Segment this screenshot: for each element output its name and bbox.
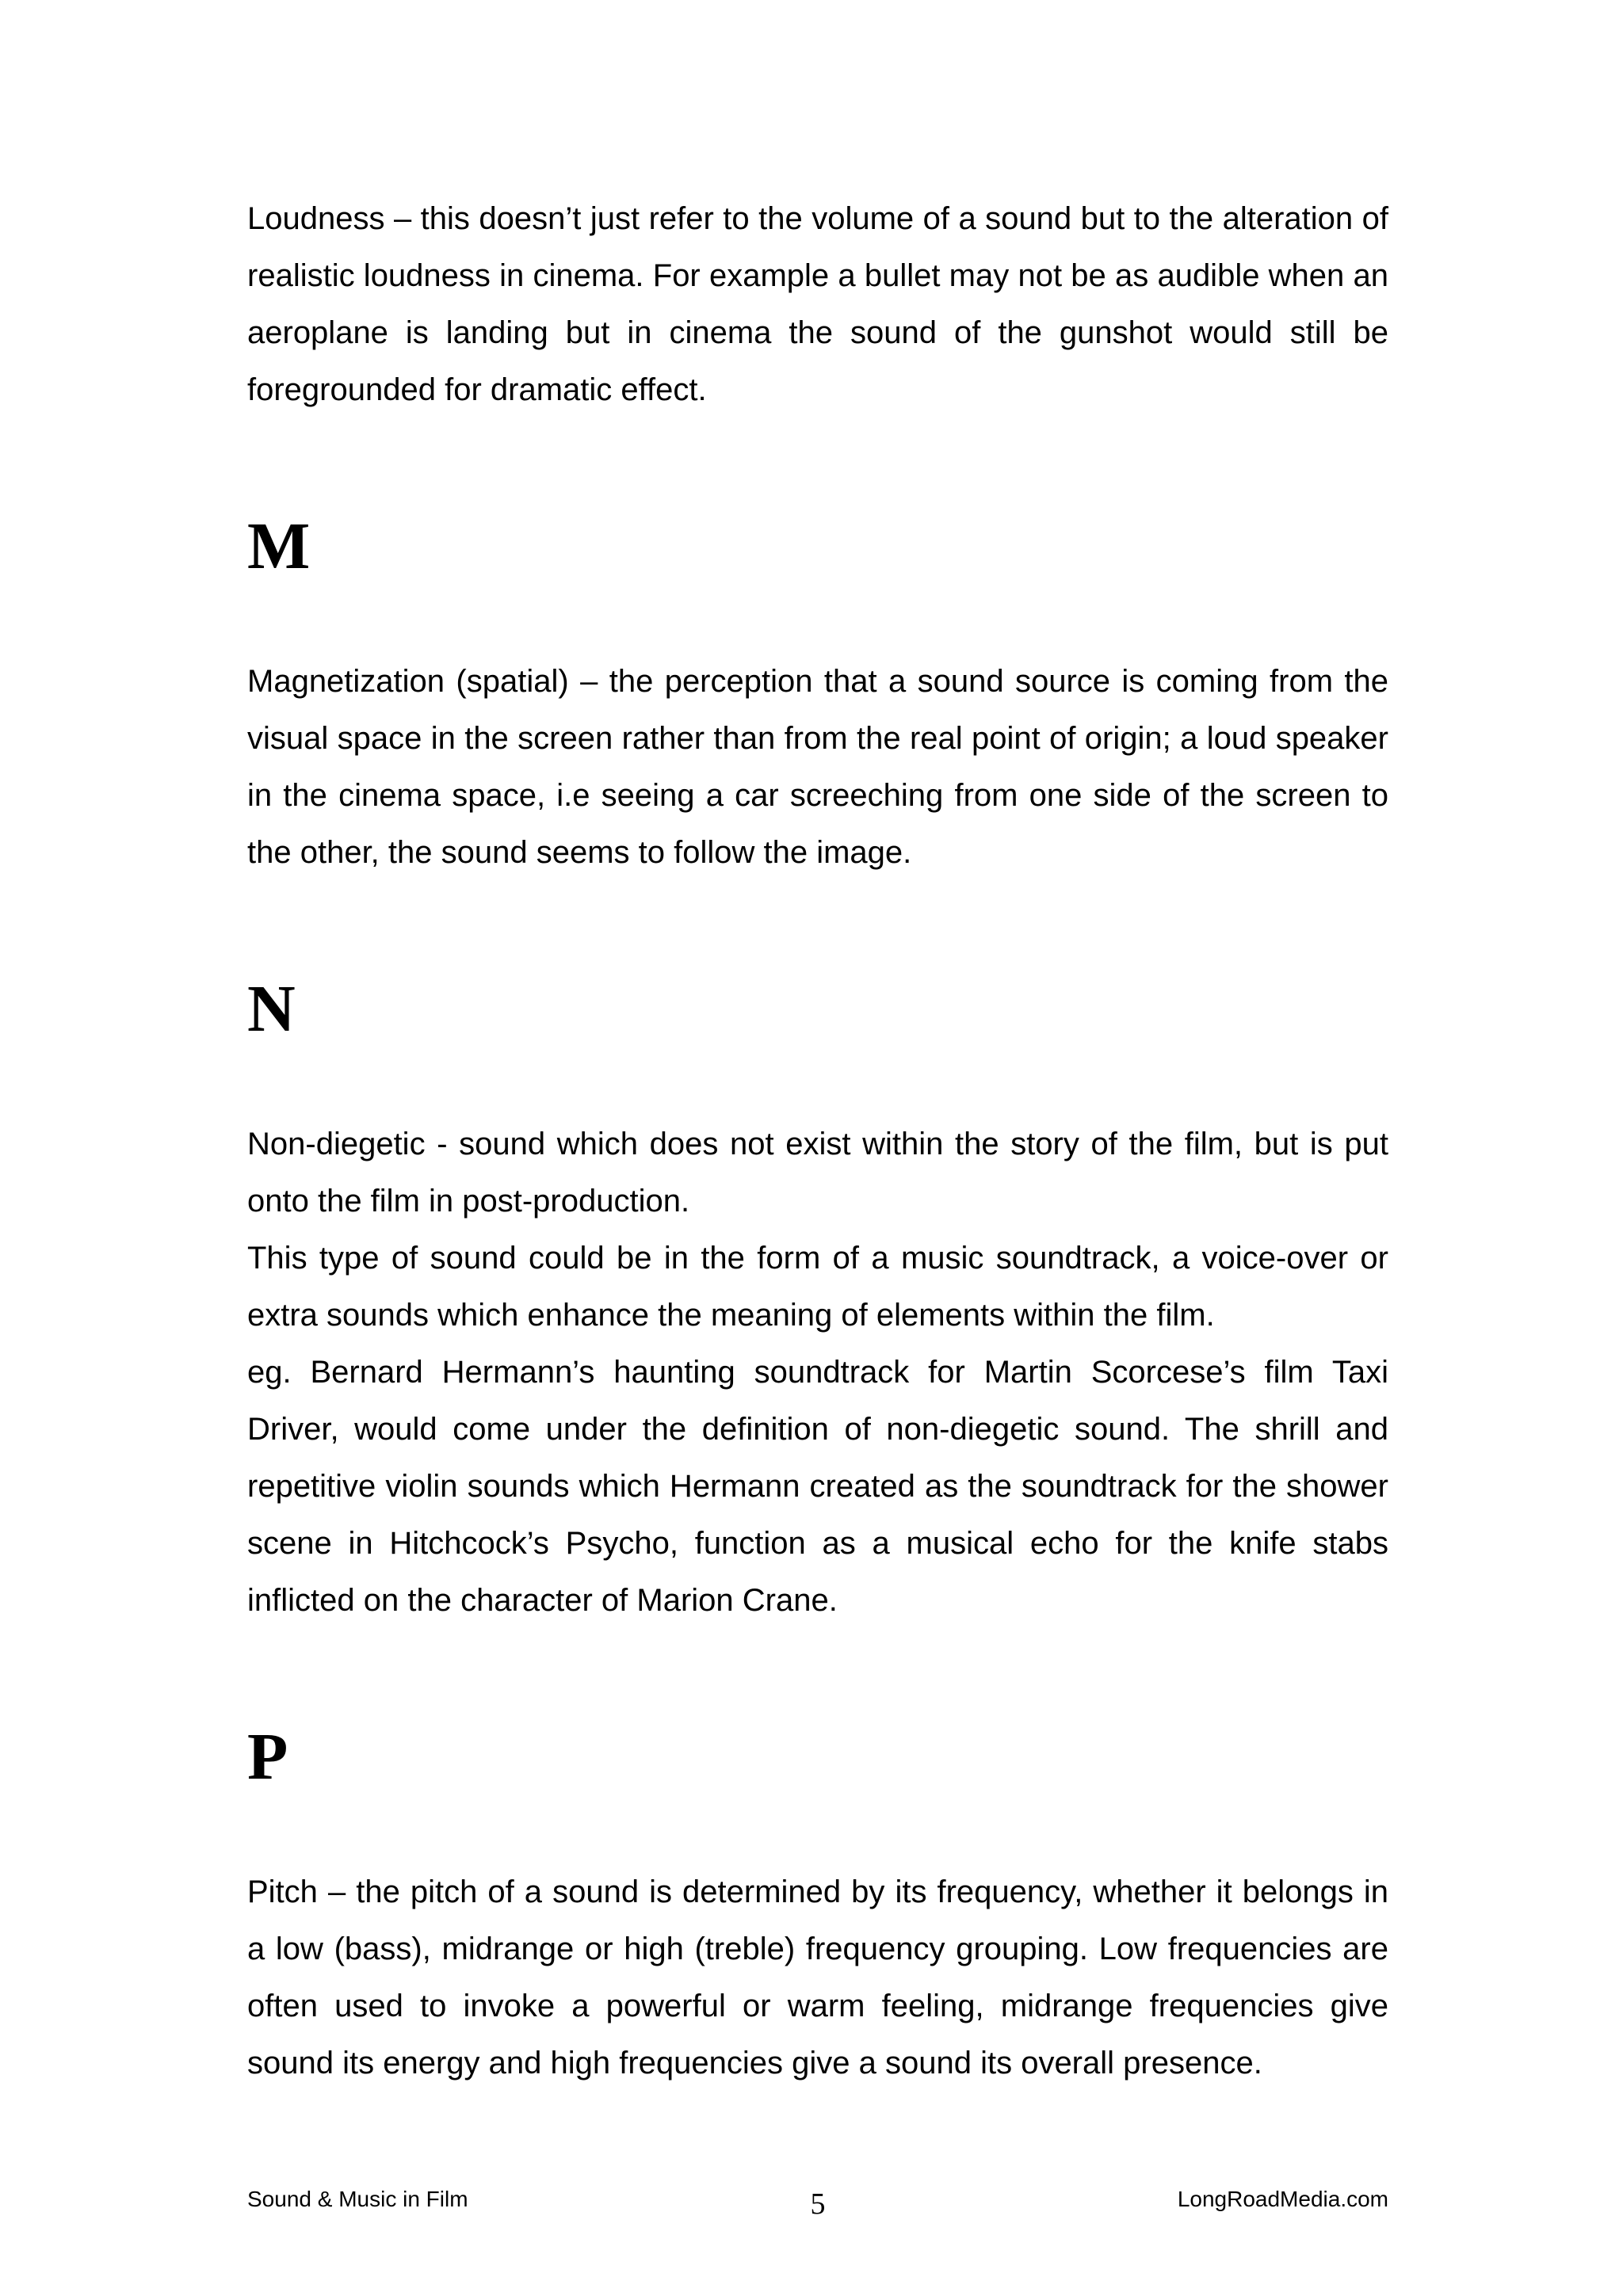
section-letter-p: P — [247, 1720, 288, 1794]
glossary-entry-pitch: Pitch – the pitch of a sound is determined by its frequency, whether it belongs in a low (bass), midrange or high (treble) frequency grouping. Low frequencies are often used to invoke a powerful or warm feeling, midrange frequencies give sound its energy and high frequencies give a sound its overall presence. — [247, 1875, 1388, 2081]
section-letter-m: M — [247, 509, 311, 583]
glossary-entry-magnetization: Magnetization (spatial) – the perception that a sound source is coming from the visual space in the screen rather than from the real point of origin; a loud speaker in the cinema space, i.e seeing a car screeching from one side of the screen to the other, the sound seems to follow the image. — [247, 664, 1388, 870]
footer-document-title: Sound & Music in Film — [247, 2187, 468, 2211]
glossary-entry-non-diegetic-forms: This type of sound could be in the form of a music soundtrack, a voice-over or extra sounds which enhance the meaning of elements within the film. — [247, 1241, 1388, 1333]
glossary-entry-loudness: Loudness – this doesn’t just refer to the volume of a sound but to the alteration of realistic loudness in cinema. For example a bullet may not be as audible when an aeroplane is landing but in cinema the sound of the gunshot would still be foregrounded for dramatic effect. — [247, 201, 1388, 407]
glossary-entry-non-diegetic: Non-diegetic - sound which does not exist within the story of the film, but is put onto the film in post-production. — [247, 1127, 1388, 1219]
footer-website: LongRoadMedia.com — [1177, 2187, 1388, 2211]
page-number: 5 — [810, 2187, 826, 2221]
page-footer — [247, 2187, 1388, 2234]
glossary-entry-non-diegetic-example: eg. Bernard Hermann’s haunting soundtrack for Martin Scorcese’s film Taxi Driver, would come under the definition of non-diegetic sound. The shrill and repetitive violin sounds which Hermann created as the soundtrack for the shower scene in Hitchcock’s Psycho, function as a musical echo for the knife stabs inflicted on the character of Marion Crane. — [247, 1355, 1388, 1618]
section-letter-n: N — [247, 972, 296, 1046]
glossary-content — [247, 190, 1388, 2092]
